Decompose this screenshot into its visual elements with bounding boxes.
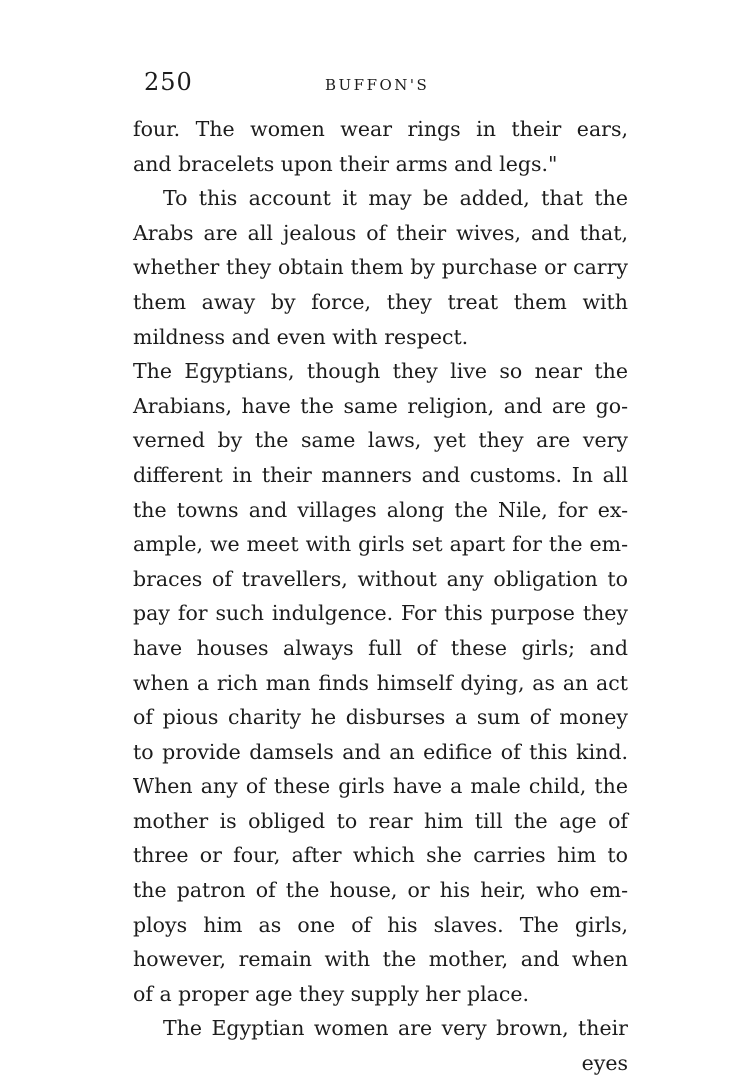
text-line: of a proper age they supply her place. <box>133 981 529 1006</box>
text-line: them away by force, they treat them with <box>133 289 628 314</box>
text-line: Arabs are all jealous of their wives, and that, <box>133 220 628 245</box>
text-line: and bracelets upon their arms and legs." <box>133 151 558 176</box>
running-head <box>140 68 610 102</box>
text-line: Arabians, have the same religion, and are go- <box>133 393 628 418</box>
running-title: BUFFON'S <box>325 76 430 94</box>
text-line: three or four, after which she carries him to <box>133 843 628 868</box>
text-line: mother is obliged to rear him till the age of <box>133 808 628 833</box>
text-line: ample, we meet with girls set apart for the em- <box>133 532 628 557</box>
text-line: when a rich man finds himself dying, as an act <box>133 670 628 695</box>
text-line: braces of travellers, without any obligation to <box>133 566 628 591</box>
text-line: the towns and villages along the Nile, for ex- <box>133 497 628 522</box>
body-text <box>133 112 628 1081</box>
text-line: to provide damsels and an edifice of this kind. <box>133 739 628 764</box>
text-line: pay for such indulgence. For this purpose they <box>133 601 628 626</box>
text-line: verned by the same laws, yet they are very <box>133 428 628 453</box>
text-line: The Egyptians, though they live so near the <box>133 359 628 384</box>
text-line: whether they obtain them by purchase or carry <box>133 255 628 280</box>
text-line: mildness and even with respect. <box>133 324 469 349</box>
text-line: of pious charity he disburses a sum of money <box>133 705 628 730</box>
text-line: different in their manners and customs. In all <box>133 462 628 487</box>
text-line: four. The women wear rings in their ears, <box>133 117 628 141</box>
text-line: ploys him as one of his slaves. The girls, <box>133 912 628 937</box>
page-number: 250 <box>144 68 193 96</box>
catchword: eyes <box>581 1051 628 1076</box>
text-line: the patron of the house, or his heir, who em- <box>133 878 628 903</box>
text-line: When any of these girls have a male child, the <box>133 774 628 799</box>
text-line: To this account it may be added, that the <box>163 186 628 211</box>
text-line: have houses always full of these girls; and <box>133 635 628 660</box>
text-line: The Egyptian women are very brown, their <box>163 1016 628 1041</box>
text-line: however, remain with the mother, and when <box>133 947 628 972</box>
